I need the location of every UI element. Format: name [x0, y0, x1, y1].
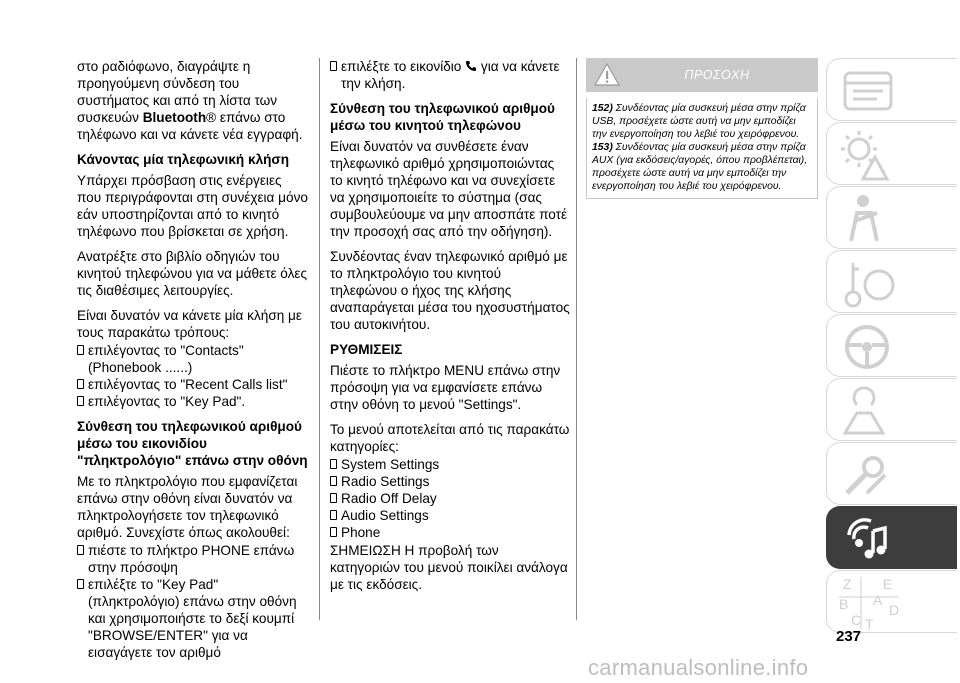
heading-settings: ΡΥΘΜΙΣΕΙΣ [330, 342, 403, 357]
column-divider [319, 58, 320, 620]
airbag-safety-icon [837, 191, 897, 246]
left-column [77, 58, 309, 669]
tab-emergency[interactable] [826, 378, 957, 441]
heading-making-call: Κάνοντας μία τηλεφωνική κλήση [77, 152, 290, 167]
list-item: επιλέξτε το "Key Pad" (πληκτρολόγιο) επάνω στην οθόνη και χρησιμοποιήστε το δεξί κουμπί "BROWSE/ENTER" για να εισαγάγετε τον αριθμό [77, 576, 309, 661]
list-item: System Settings [330, 456, 570, 473]
svg-text:T: T [865, 616, 874, 630]
warning-title: ΠΡΟΣΟΧΗ [684, 68, 750, 82]
svg-text:E: E [883, 576, 893, 592]
paragraph: Είναι δυνατόν να συνθέσετε έναν τηλεφωνικό αριθμό χρησιμοποιώντας το κινητό τηλέφωνο και να συνεχίσετε να χρησιμοποιείτε το σύστημα (σας συμβουλεύουμε να μην αποσπάτε ποτέ την προσοχή σας από την οδήγηση). [330, 139, 568, 239]
list-item: επιλέγοντας το "Contacts" (Phonebook ......) [77, 342, 309, 376]
intro-paragraph: στο ραδιόφωνο, διαγράψτε η προηγούμενη σύνδεση του συστήματος και από τη λίστα των συσκευών Bluetooth® επάνω στο τηλέφωνο και να κάνετε νέα εγγραφή. [77, 59, 303, 142]
middle-column [330, 58, 570, 601]
paragraph: Συνδέοντας έναν τηλεφωνικό αριθμό με το πληκτρολόγιο του κινητού τηλεφώνου ο ήχος της κλήσης αναπαράγεται μέσα του ηχοσυστήματος του αυτοκινήτου. [330, 249, 570, 332]
list-item: Radio Settings [330, 473, 570, 490]
list-item: πιέστε το πλήκτρο PHONE επάνω στην πρόσοψη [77, 542, 309, 576]
svg-text:B: B [839, 596, 849, 612]
tab-dashboard[interactable] [826, 58, 957, 121]
tab-maintenance[interactable] [826, 442, 957, 505]
index-letters-icon [837, 575, 917, 630]
svg-text:A: A [873, 592, 883, 608]
wrench-service-icon [837, 383, 897, 438]
page-number: 237 [836, 628, 862, 645]
warning-body [586, 98, 818, 199]
paragraph: Με το πληκτρολόγιο που εμφανίζεται επάνω στην οθόνη είναι δυνατόν να πληκτρολογήσετε τον τηλεφωνικό αριθμό. Συνεχίστε όπως ακολουθεί: [77, 474, 298, 540]
bullet-list [330, 58, 570, 92]
bullet-list [77, 342, 309, 410]
tab-warning-lights[interactable] [826, 122, 957, 185]
paragraph: Πιέστε το πλήκτρο MENU επάνω στην πρόσοψη για να εμφανίσετε επάνω στην οθόνη το μενού "Settings". [330, 363, 561, 412]
list-item: επιλέξτε το εικονίδιο για να κάνετε την κλήση. [330, 58, 570, 92]
phone-icon [465, 59, 477, 74]
list-item: Phone [330, 524, 570, 541]
bullet-list [330, 456, 570, 541]
svg-text:D: D [889, 602, 900, 618]
paragraph: Υπάρχει πρόσβαση στις ενέργειες που περιγράφονται στη συνέχεια μόνο εάν υποστηρίζονται από το κινητό τηλέφωνο που βρίσκεται σε χρήση. [77, 173, 308, 239]
list-item: Radio Off Delay [330, 490, 570, 507]
list-item: Audio Settings [330, 507, 570, 524]
key-start-icon [837, 255, 897, 310]
tab-safety[interactable] [826, 186, 957, 249]
warning-box [586, 58, 818, 199]
paragraph: Είναι δυνατόν να κάνετε μία κλήση με τους παρακάτω τρόπους: [77, 308, 302, 340]
bullet-list [77, 542, 309, 661]
paragraph: Το μενού αποτελείται από τις παρακάτω κατηγορίες: [330, 422, 570, 454]
note-paragraph: ΣΗΜΕΙΩΣΗ Η προβολή των κατηγοριών του μενού ποικίλει ανάλογα με τις εκδόσεις. [330, 543, 568, 592]
heading-mobile-dial: Σύνθεση του τηλεφωνικού αριθμού μέσω του κινητού τηλεφώνου [330, 101, 555, 133]
steering-wheel-icon [837, 319, 897, 374]
warning-item: 153) Συνδέοντας μία συσκευή μέσα στην πρίζα AUX (για εκδόσεις/αγορές, όπου προβλέπεται), προσέχετε ώστε αυτή να μην εμποδίζει την ενεργοποίηση του λεβιέ του χειρόφρενου. [592, 142, 808, 192]
tab-starting[interactable] [826, 250, 957, 313]
warning-item: 152) Συνδέοντας μία συσκευή μέσα στην πρίζα USB, προσέχετε ώστε αυτή να μην εμποδίζει την ενεργοποίηση του λεβιέ του χειρόφρενου. [592, 103, 806, 140]
car-dashboard-icon [837, 63, 897, 118]
list-item: επιλέγοντας το "Key Pad". [77, 393, 309, 410]
column-divider [576, 58, 577, 620]
svg-text:C: C [851, 612, 862, 628]
tab-index[interactable] [826, 570, 957, 633]
tools-icon [837, 447, 897, 502]
tab-driving[interactable] [826, 314, 957, 377]
warning-header [586, 58, 818, 92]
warning-lights-icon [837, 127, 897, 182]
multimedia-icon [837, 511, 897, 566]
list-item: επιλέγοντας το "Recent Calls list" [77, 376, 309, 393]
tab-multimedia[interactable] [826, 506, 957, 569]
watermark: carmanualsonline.info [588, 655, 809, 680]
heading-keypad-dial: Σύνθεση του τηλεφωνικού αριθμού μέσω του εικονιδίου "πληκτρολόγιο" επάνω στην οθόνη [77, 419, 308, 468]
svg-text:Z: Z [843, 576, 852, 592]
paragraph: Ανατρέξτε στο βιβλίο οδηγιών του κινητού τηλεφώνου για να μάθετε όλες τις διαθέσιμες λειτουργίες. [77, 249, 308, 298]
